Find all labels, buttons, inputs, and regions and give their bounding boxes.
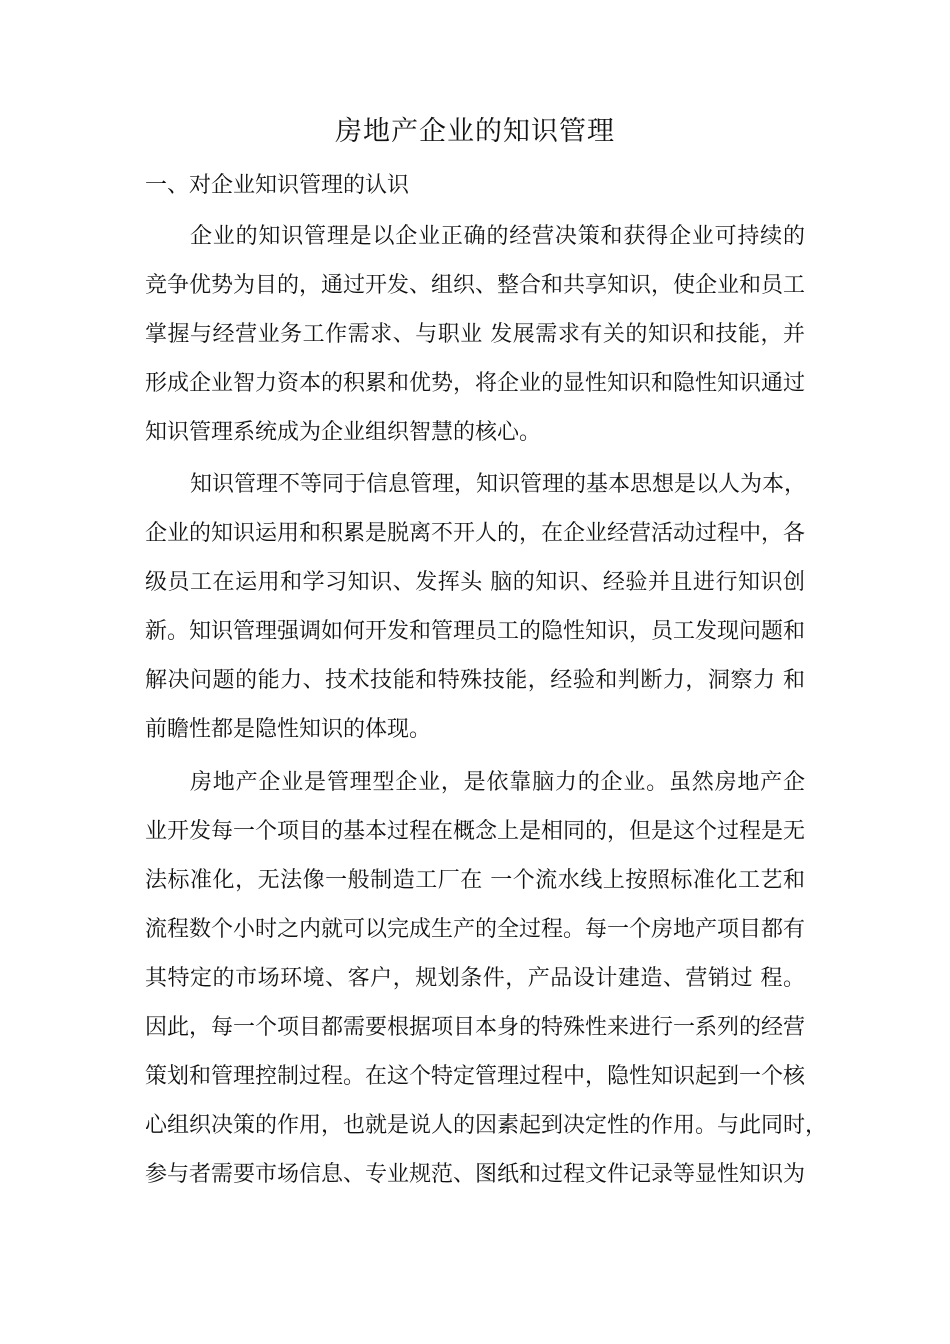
section-heading: 一、对企业知识管理的认识: [145, 173, 410, 198]
paragraph-1-line-4: 形成企业智力资本的积累和优势，将企业的显性知识和隐性知识通过: [145, 371, 806, 396]
paragraph-3-line-8: 心组织决策的作用，也就是说人的因素起到决定性的作用。与此同时，: [145, 1113, 828, 1138]
paragraph-2-line-3: 级员工在运用和学习知识、发挥头 脑的知识、经验并且进行知识创: [145, 570, 805, 595]
paragraph-3-line-7: 策划和管理控制过程。在这个特定管理过程中，隐性知识起到一个核: [145, 1064, 806, 1089]
paragraph-3-line-9: 参与者需要市场信息、专业规范、图纸和过程文件记录等显性知识为: [145, 1162, 806, 1187]
paragraph-2-line-5: 解决问题的能力、技术技能和特殊技能，经验和判断力，洞察力 和: [145, 668, 805, 693]
paragraph-2-line-4: 新。知识管理强调如何开发和管理员工的隐性知识，员工发现问题和: [145, 619, 806, 644]
paragraph-1-line-5: 知识管理系统成为企业组织智慧的核心。: [145, 420, 542, 445]
paragraph-3-line-1: 房地产企业是管理型企业，是依靠脑力的企业。虽然房地产企: [190, 770, 805, 795]
paragraph-3-line-5: 其特定的市场环境、客户，规划条件，产品设计建造、营销过 程。: [145, 966, 805, 991]
paragraph-3-line-3: 法标准化，无法像一般制造工厂在 一个流水线上按照标准化工艺和: [145, 868, 805, 893]
paragraph-2-line-2: 企业的知识运用和积累是脱离不开人的，在企业经营活动过程中，各: [145, 521, 806, 546]
document-title: 房地产企业的知识管理: [335, 116, 615, 147]
paragraph-1-line-2: 竞争优势为目的，通过开发、组织、整合和共享知识，使企业和员工: [145, 273, 806, 298]
paragraph-3-line-4: 流程数个小时之内就可以完成生产的全过程。每一个房地产项目都有: [145, 917, 806, 942]
paragraph-3-line-2: 业开发每一个项目的基本过程在概念上是相同的，但是这个过程是无: [145, 819, 806, 844]
paragraph-2-line-1: 知识管理不等同于信息管理，知识管理的基本思想是以人为本，: [190, 472, 807, 497]
paragraph-2-line-6: 前瞻性都是隐性知识的体现。: [145, 717, 432, 742]
paragraph-1-line-1: 企业的知识管理是以企业正确的经营决策和获得企业可持续的: [190, 224, 805, 249]
paragraph-3-line-6: 因此，每一个项目都需要根据项目本身的特殊性来进行一系列的经营: [145, 1015, 806, 1040]
paragraph-1-line-3: 掌握与经营业务工作需求、与职业 发展需求有关的知识和技能，并: [145, 322, 805, 347]
